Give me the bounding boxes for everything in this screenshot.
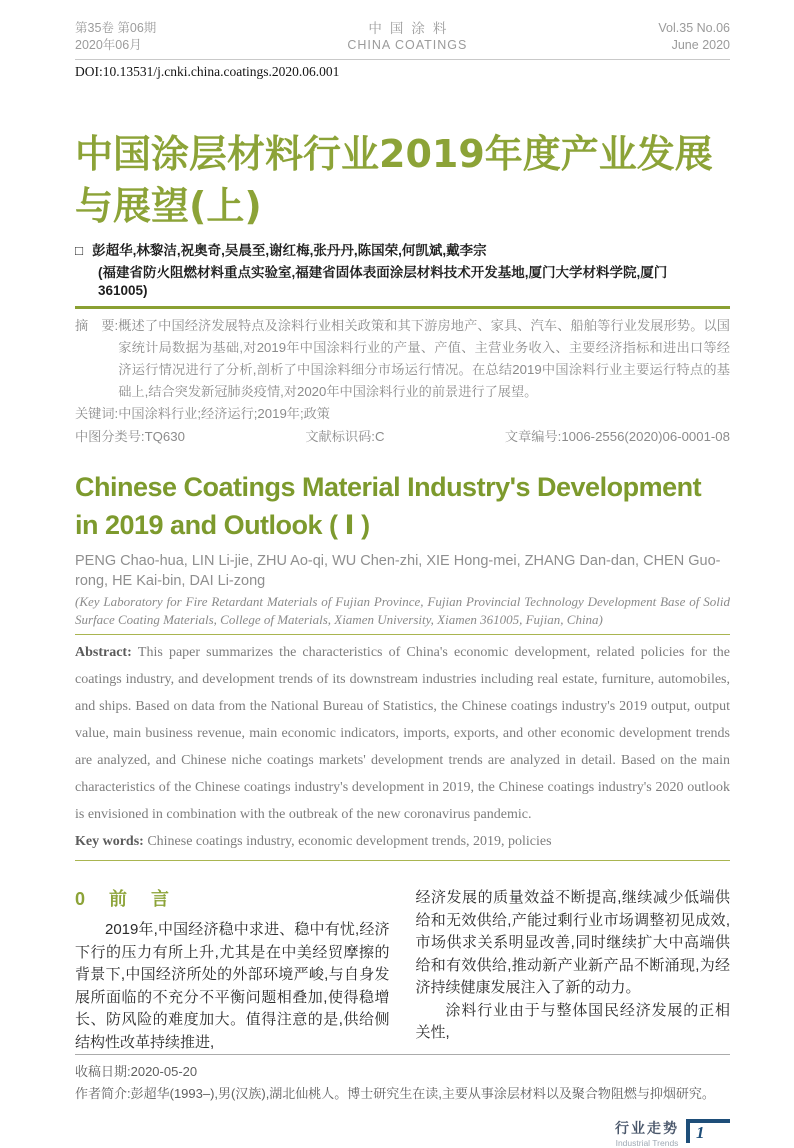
body-paragraph: 经济发展的质量效益不断提高,继续减少低端供给和无效供给,产能过剩行业市场调整初见成效,市场供求关系明显改善,同时继续扩大中高端供给和有效供给,推动新产业新产品不断涌现,为经济持续健康发展注入了新的动力。: [415, 889, 730, 996]
journal-name-en: CHINA COATINGS: [347, 38, 468, 52]
body-paragraph: 涂料行业由于与整体国民经济发展的正相关性,: [415, 1001, 730, 1041]
keywords-cn: 中国涂料行业;经济运行;2019年;政策: [118, 406, 330, 421]
author-marker-icon: □: [75, 243, 84, 258]
doi-line: DOI:10.13531/j.cnki.china.coatings.2020.06.001: [75, 64, 340, 79]
header-center: [347, 20, 467, 54]
footnote-block: [75, 1054, 730, 1105]
affiliation-cn: (福建省防火阻燃材料重点实验室,福建省固体表面涂层材料技术开发基地,厦门大学材料学院,厦门 361005): [98, 265, 681, 298]
page-footer: [75, 1119, 730, 1148]
abstract-text-cn: 概述了中国经济发展特点及涂料行业相关政策和其下游房地产、家具、汽车、船舶等行业发展形势。以国家统计局数据为基础,对2019年中国涂料行业的产量、产值、主营业务收入、主要经济指标和进出口等经济运行情况进行了分析,剖析了中国涂料细分市场运行情况。在总结2019中国涂料行业主要运行特点的基础上,结合突发新冠肺炎疫情,对2020年中国涂料行业的前景进行了展望。: [118, 318, 730, 399]
body-column-right: [416, 887, 731, 1054]
authors-row: [75, 242, 730, 260]
abstract-en: [75, 639, 730, 828]
document-code: 文献标识码:C: [305, 429, 385, 444]
date-cn: 2020年06月: [75, 38, 142, 52]
authors-cn: 彭超华,林黎洁,祝奥奇,吴晨至,谢红梅,张丹丹,陈国荣,何凯斌,戴李宗: [92, 243, 487, 258]
keywords-cn-row: [75, 403, 730, 425]
clc-number: 中图分类号:TQ630: [75, 429, 185, 444]
journal-name-cn: 中国涂料: [368, 21, 455, 36]
keywords-en-row: [75, 828, 730, 855]
author-bio: 作者简介:彭超华(1993–),男(汉族),湖北仙桃人。博士研究生在读,主要从事涂层材料以及聚合物阻燃与抑烟研究。: [75, 1086, 715, 1101]
abstract-label-cn: 摘 要:: [75, 318, 119, 333]
divider-thin-green-bottom: [75, 860, 730, 861]
abstract-cn-row: [75, 315, 730, 403]
header-left: [75, 20, 156, 54]
section-heading: 0 前 言: [75, 889, 173, 909]
journal-header: [75, 20, 730, 60]
body-column-left: [75, 887, 390, 1054]
affiliation-en: (Key Laboratory for Fire Retardant Materials of Fujian Province, Fujian Provincial Technology Development Base of Solid Surface Coating Materials, College of Materials, Xiamen University, Xiamen 361005, Fujian, China): [75, 594, 730, 627]
volume-issue-en: Vol.35 No.06: [658, 21, 730, 35]
body-columns: [75, 887, 730, 1054]
column-name-cn: 行业走势: [615, 1120, 679, 1136]
body-paragraph: 2019年,中国经济稳中求进、稳中有忧,经济下行的压力有所上升,尤其是在中美经贸摩擦的背景下,中国经济所处的外部环境严峻,与自身发展所面临的不充分不平衡问题相叠加,使得稳增长、防风险的难度加大。值得注意的是,供给侧结构性改革持续推进,: [75, 921, 390, 1051]
date-en: June 2020: [671, 38, 730, 52]
keywords-label-en: Key words:: [75, 834, 148, 849]
column-label: [615, 1119, 679, 1148]
keywords-label-cn: 关键词:: [75, 406, 119, 421]
english-section: [75, 468, 730, 865]
volume-issue-cn: 第35卷 第06期: [75, 21, 157, 35]
abstract-text-en: This paper summarizes the characteristics of China's economic development, related policies for the coatings industry, and development trends of its downstream industries including real estate, furniture, automobiles, and ships. Based on data from the National Bureau of Statistics, the Chinese coatings industry's 2019 output, output value, main business revenue, main economic indicators, imports, exports, and other economic development trends are analyzed, and Chinese niche coatings markets' development trends are analyzed in detail. Based on the main characteristics of the Chinese coatings industry's development in 2019, the Chinese coatings industry's 2020 outlook is envisioned in combination with the outbreak of the new coronavirus pandemic.: [75, 645, 730, 822]
article-id: 文章编号:1006-2556(2020)06-0001-08: [504, 429, 730, 444]
abstract-label-en: Abstract:: [75, 645, 138, 660]
header-right: [658, 20, 730, 54]
chinese-meta-block: [75, 315, 730, 448]
authors-en: PENG Chao-hua, LIN Li-jie, ZHU Ao-qi, WU Chen-zhi, XIE Hong-mei, ZHANG Dan-dan, CHEN Guo-rong, HE Kai-bin, DAI Li-zong: [75, 553, 721, 589]
article-title-en: Chinese Coatings Material Industry's Development in 2019 and Outlook ( Ⅰ ): [75, 472, 702, 540]
keywords-en: Chinese coatings industry, economic development trends, 2019, policies: [147, 834, 552, 849]
classification-row: [75, 426, 730, 448]
received-date: 收稿日期:2020-05-20: [75, 1064, 198, 1079]
divider-thin-green-top: [75, 634, 730, 635]
column-name-en: Industrial Trends: [615, 1138, 679, 1148]
divider-thick-green: [75, 306, 730, 309]
article-title-cn: 中国涂层材料行业2019年度产业发展与展望(上): [75, 132, 713, 228]
page-number: 1: [686, 1119, 730, 1143]
